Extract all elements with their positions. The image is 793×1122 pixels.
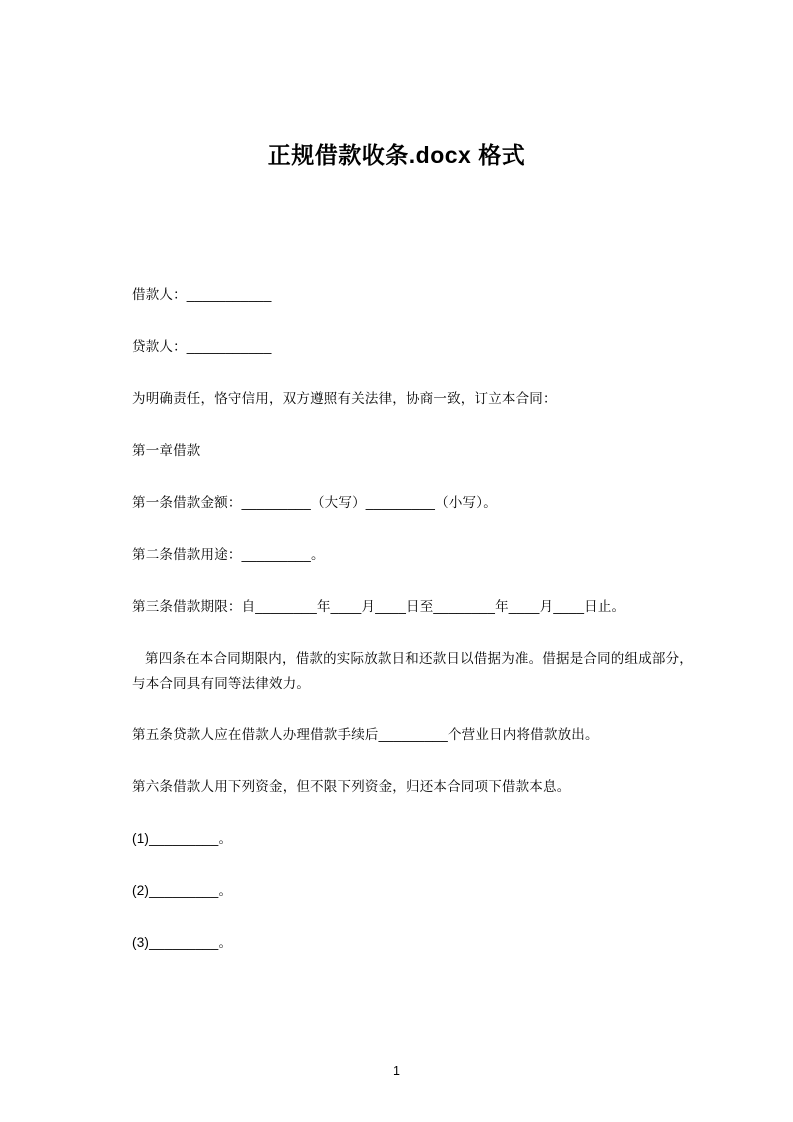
paragraph-article-2: 第二条借款用途：_________。 [132,546,325,562]
paragraph-article-1: 第一条借款金额：_________（大写）_________（小写）。 [132,494,497,510]
page-title: 正规借款收条.docx 格式 [267,142,526,168]
paragraph-item-1: (1)_________。 [132,831,233,847]
paragraph-article-5: 第五条贷款人应在借款人办理借款手续后_________个营业日内将借款放出。 [132,727,599,743]
paragraph-article-6: 第六条借款人用下列资金，但不限下列资金，归还本合同项下借款本息。 [132,779,571,795]
page-number: 1 [393,1064,400,1078]
paragraph-chapter-one: 第一章借款 [132,442,201,458]
paragraph-item-2: (2)_________。 [132,883,233,899]
paragraph-article-3: 第三条借款期限：自________年____月____日至________年____月____日止。 [132,598,626,614]
paragraph-item-3: (3)_________。 [132,935,233,951]
paragraph-preamble: 为明确责任，恪守信用，双方遵照有关法律，协商一致，订立本合同： [132,390,557,406]
paragraph-borrower-line: 借款人：___________ [132,287,272,302]
document-body [132,285,702,985]
paragraph-article-4: 第四条在本合同期限内，借款的实际放款日和还款日以借据为准。借据是合同的组成部分，与本合同具有同等法律效力。 [132,651,693,692]
paragraph-lender-line: 贷款人：___________ [132,338,272,354]
